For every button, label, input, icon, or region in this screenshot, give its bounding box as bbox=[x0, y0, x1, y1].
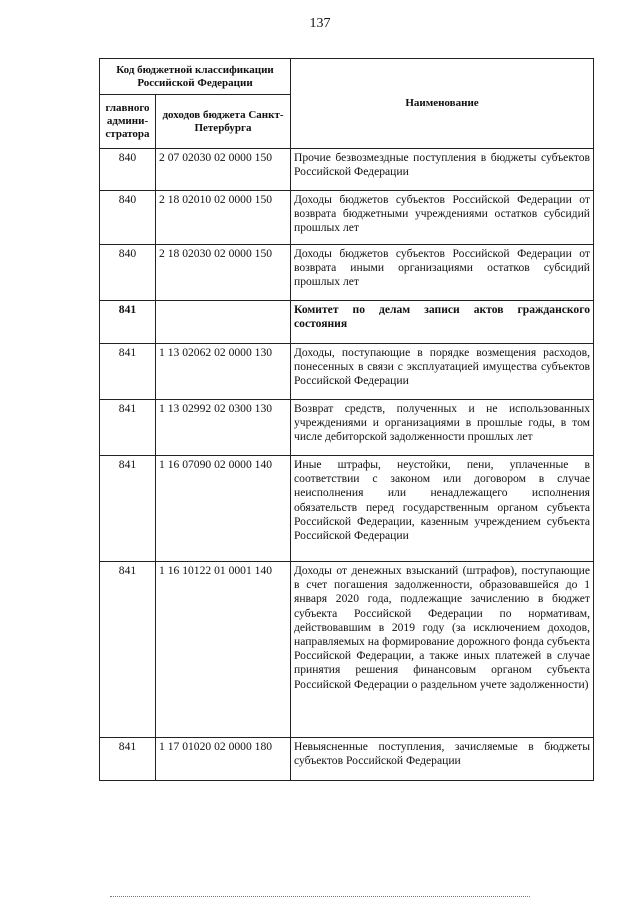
header-admin: главного админи- стратора bbox=[100, 95, 156, 149]
row-revenue-code: 1 13 02062 02 0000 130 bbox=[156, 344, 291, 400]
row-admin-code: 840 bbox=[100, 245, 156, 301]
bottom-scan-marks bbox=[110, 896, 530, 901]
row-revenue-code: 1 13 02992 02 0300 130 bbox=[156, 400, 291, 456]
table-row bbox=[100, 456, 594, 562]
table-row bbox=[100, 245, 594, 301]
row-name: Иные штрафы, неустойки, пени, уплаченные в соответствии с законом или договором в случае неисполнения или ненадлежащего исполнения обязательств перед государственным органом субъекта Российской Федерации, казенным учреждением субъекта Российской Федерации bbox=[291, 456, 594, 562]
row-name: Прочие безвозмездные поступления в бюджеты субъектов Российской Федерации bbox=[291, 149, 594, 191]
table-row bbox=[100, 191, 594, 245]
row-admin-code: 841 bbox=[100, 738, 156, 781]
header-code-group: Код бюджетной классификации Российской Федерации bbox=[100, 59, 291, 95]
table-row bbox=[100, 149, 594, 191]
row-revenue-code: 2 18 02030 02 0000 150 bbox=[156, 245, 291, 301]
row-name: Возврат средств, полученных и не использованных учреждениями и организациями в прошлые годы, в том числе дебиторской задолженности прошлых лет bbox=[291, 400, 594, 456]
row-revenue-code: 1 16 10122 01 0001 140 bbox=[156, 562, 291, 738]
row-name: Доходы бюджетов субъектов Российской Федерации от возврата бюджетными учреждениями остатков субсидий прошлых лет bbox=[291, 191, 594, 245]
table-row bbox=[100, 400, 594, 456]
row-revenue-code: 2 18 02010 02 0000 150 bbox=[156, 191, 291, 245]
row-revenue-code: 1 17 01020 02 0000 180 bbox=[156, 738, 291, 781]
header-revenue: доходов бюджета Санкт-Петербурга bbox=[156, 95, 291, 149]
row-admin-code: 840 bbox=[100, 191, 156, 245]
table-row bbox=[100, 301, 594, 344]
row-name: Комитет по делам записи актов гражданского состояния bbox=[291, 301, 594, 344]
row-admin-code: 841 bbox=[100, 301, 156, 344]
row-name: Доходы, поступающие в порядке возмещения расходов, понесенных в связи с эксплуатацией имущества субъектов Российской Федерации bbox=[291, 344, 594, 400]
row-revenue-code bbox=[156, 301, 291, 344]
row-revenue-code: 2 07 02030 02 0000 150 bbox=[156, 149, 291, 191]
table-row bbox=[100, 738, 594, 781]
row-admin-code: 840 bbox=[100, 149, 156, 191]
row-admin-code: 841 bbox=[100, 562, 156, 738]
row-revenue-code: 1 16 07090 02 0000 140 bbox=[156, 456, 291, 562]
row-admin-code: 841 bbox=[100, 344, 156, 400]
table-row bbox=[100, 562, 594, 738]
row-name: Невыясненные поступления, зачисляемые в бюджеты субъектов Российской Федерации bbox=[291, 738, 594, 781]
budget-classification-table bbox=[99, 58, 594, 781]
page-number: 137 bbox=[309, 16, 331, 31]
row-name: Доходы бюджетов субъектов Российской Федерации от возврата иными организациями остатков субсидий прошлых лет bbox=[291, 245, 594, 301]
header-name: Наименование bbox=[291, 59, 594, 149]
table-row bbox=[100, 344, 594, 400]
row-admin-code: 841 bbox=[100, 456, 156, 562]
row-name: Доходы от денежных взысканий (штрафов), поступающие в счет погашения задолженности, образовавшейся до 1 января 2020 года, подлежащие зачислению в бюджет субъекта Российской Федерации по нормативам, действовавшим в 2019 году (за исключением доходов, направляемых на формирование дорожного фонда субъекта Российской Федерации, а также иных платежей в случае принятия решения финансовым органом субъекта Российской Федерации о раздельном учете задолженности) bbox=[291, 562, 594, 738]
row-admin-code: 841 bbox=[100, 400, 156, 456]
